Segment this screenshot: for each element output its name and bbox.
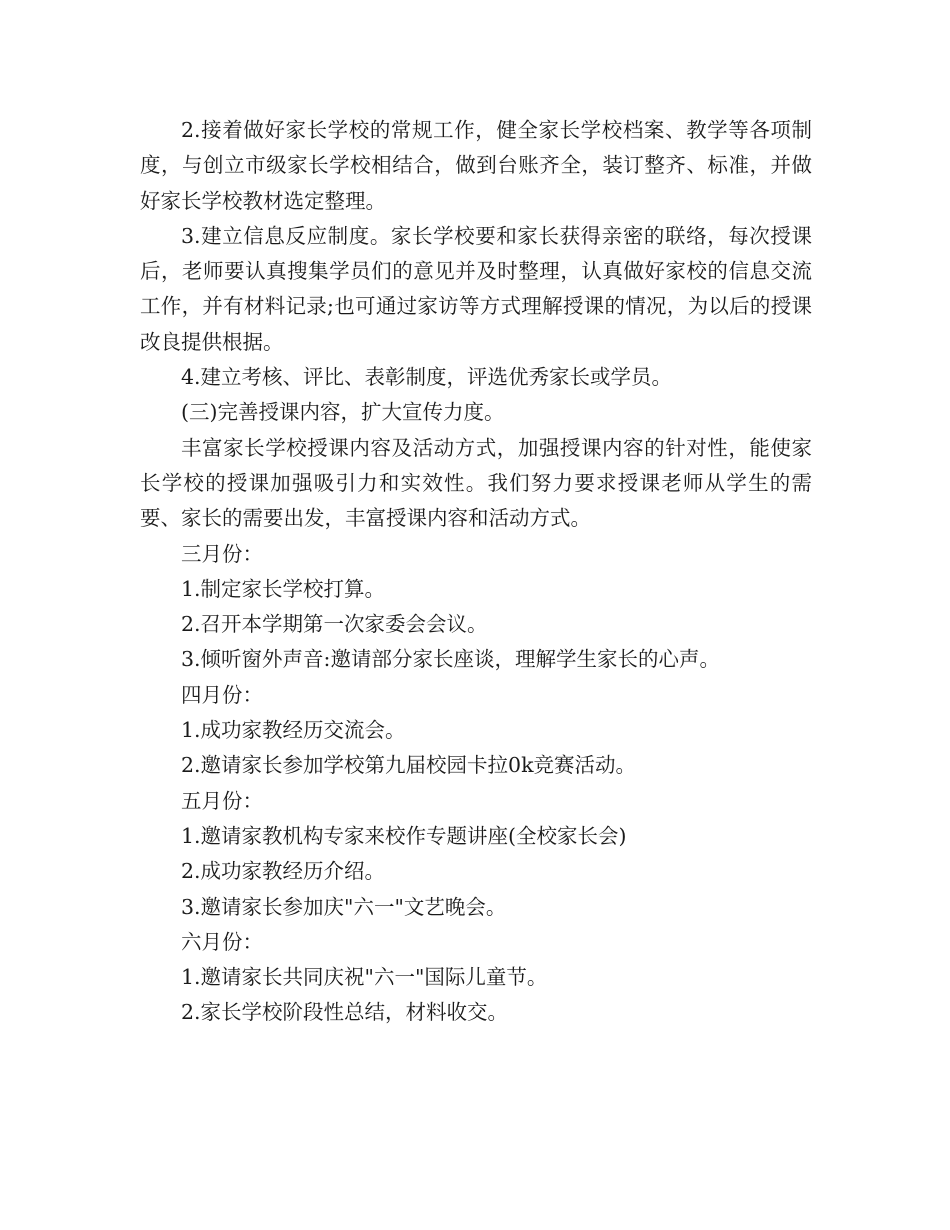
paragraph-enrich-content: 丰富家长学校授课内容及活动方式，加强授课内容的针对性，能使家长学校的授课加强吸引力和实效性。我们努力要求授课老师从学生的需要、家长的需要出发，丰富授课内容和活动方式。 [140, 435, 812, 531]
paragraph-work-routine: 2.接着做好家长学校的常规工作，健全家长学校档案、教学等各项制度，与创立市级家长学校相结合，做到台账齐全，装订整齐、标准，并做好家长学校教材选定整理。 [140, 118, 812, 213]
month-heading-april: 四月份： [181, 682, 263, 707]
list-item-june-1: 1.邀请家长共同庆祝"六一"国际儿童节。 [181, 965, 548, 990]
section-heading-content: (三)完善授课内容，扩大宣传力度。 [181, 400, 505, 425]
document-body [140, 113, 812, 1031]
list-item-march-3: 3.倾听窗外声音:邀请部分家长座谈，理解学生家长的心声。 [181, 647, 720, 672]
list-item-march-1: 1.制定家长学校打算。 [181, 576, 386, 601]
month-heading-june: 六月份： [181, 929, 263, 954]
list-item-may-3: 3.邀请家长参加庆"六一"文艺晚会。 [181, 894, 507, 919]
list-item-march-2: 2.召开本学期第一次家委会会议。 [181, 612, 488, 637]
month-heading-march: 三月份： [181, 541, 263, 566]
list-item-april-1: 1.成功家教经历交流会。 [181, 718, 406, 743]
list-item-april-2: 2.邀请家长参加学校第九届校园卡拉0k竞赛活动。 [181, 753, 637, 778]
list-item-may-1: 1.邀请家教机构专家来校作专题讲座(全校家长会) [181, 823, 627, 848]
paragraph-feedback-system: 3.建立信息反应制度。家长学校要和家长获得亲密的联络，每次授课后，老师要认真搜集学员们的意见并及时整理，认真做好家校的信息交流工作，并有材料记录;也可通过家访等方式理解授课的情况，为以后的授课改良提供根据。 [140, 223, 812, 354]
list-item-june-2: 2.家长学校阶段性总结，材料收交。 [181, 1000, 509, 1025]
month-heading-may: 五月份： [181, 788, 263, 813]
paragraph-assessment-system: 4.建立考核、评比、表彰制度，评选优秀家长或学员。 [181, 365, 673, 390]
list-item-may-2: 2.成功家教经历介绍。 [181, 859, 386, 884]
